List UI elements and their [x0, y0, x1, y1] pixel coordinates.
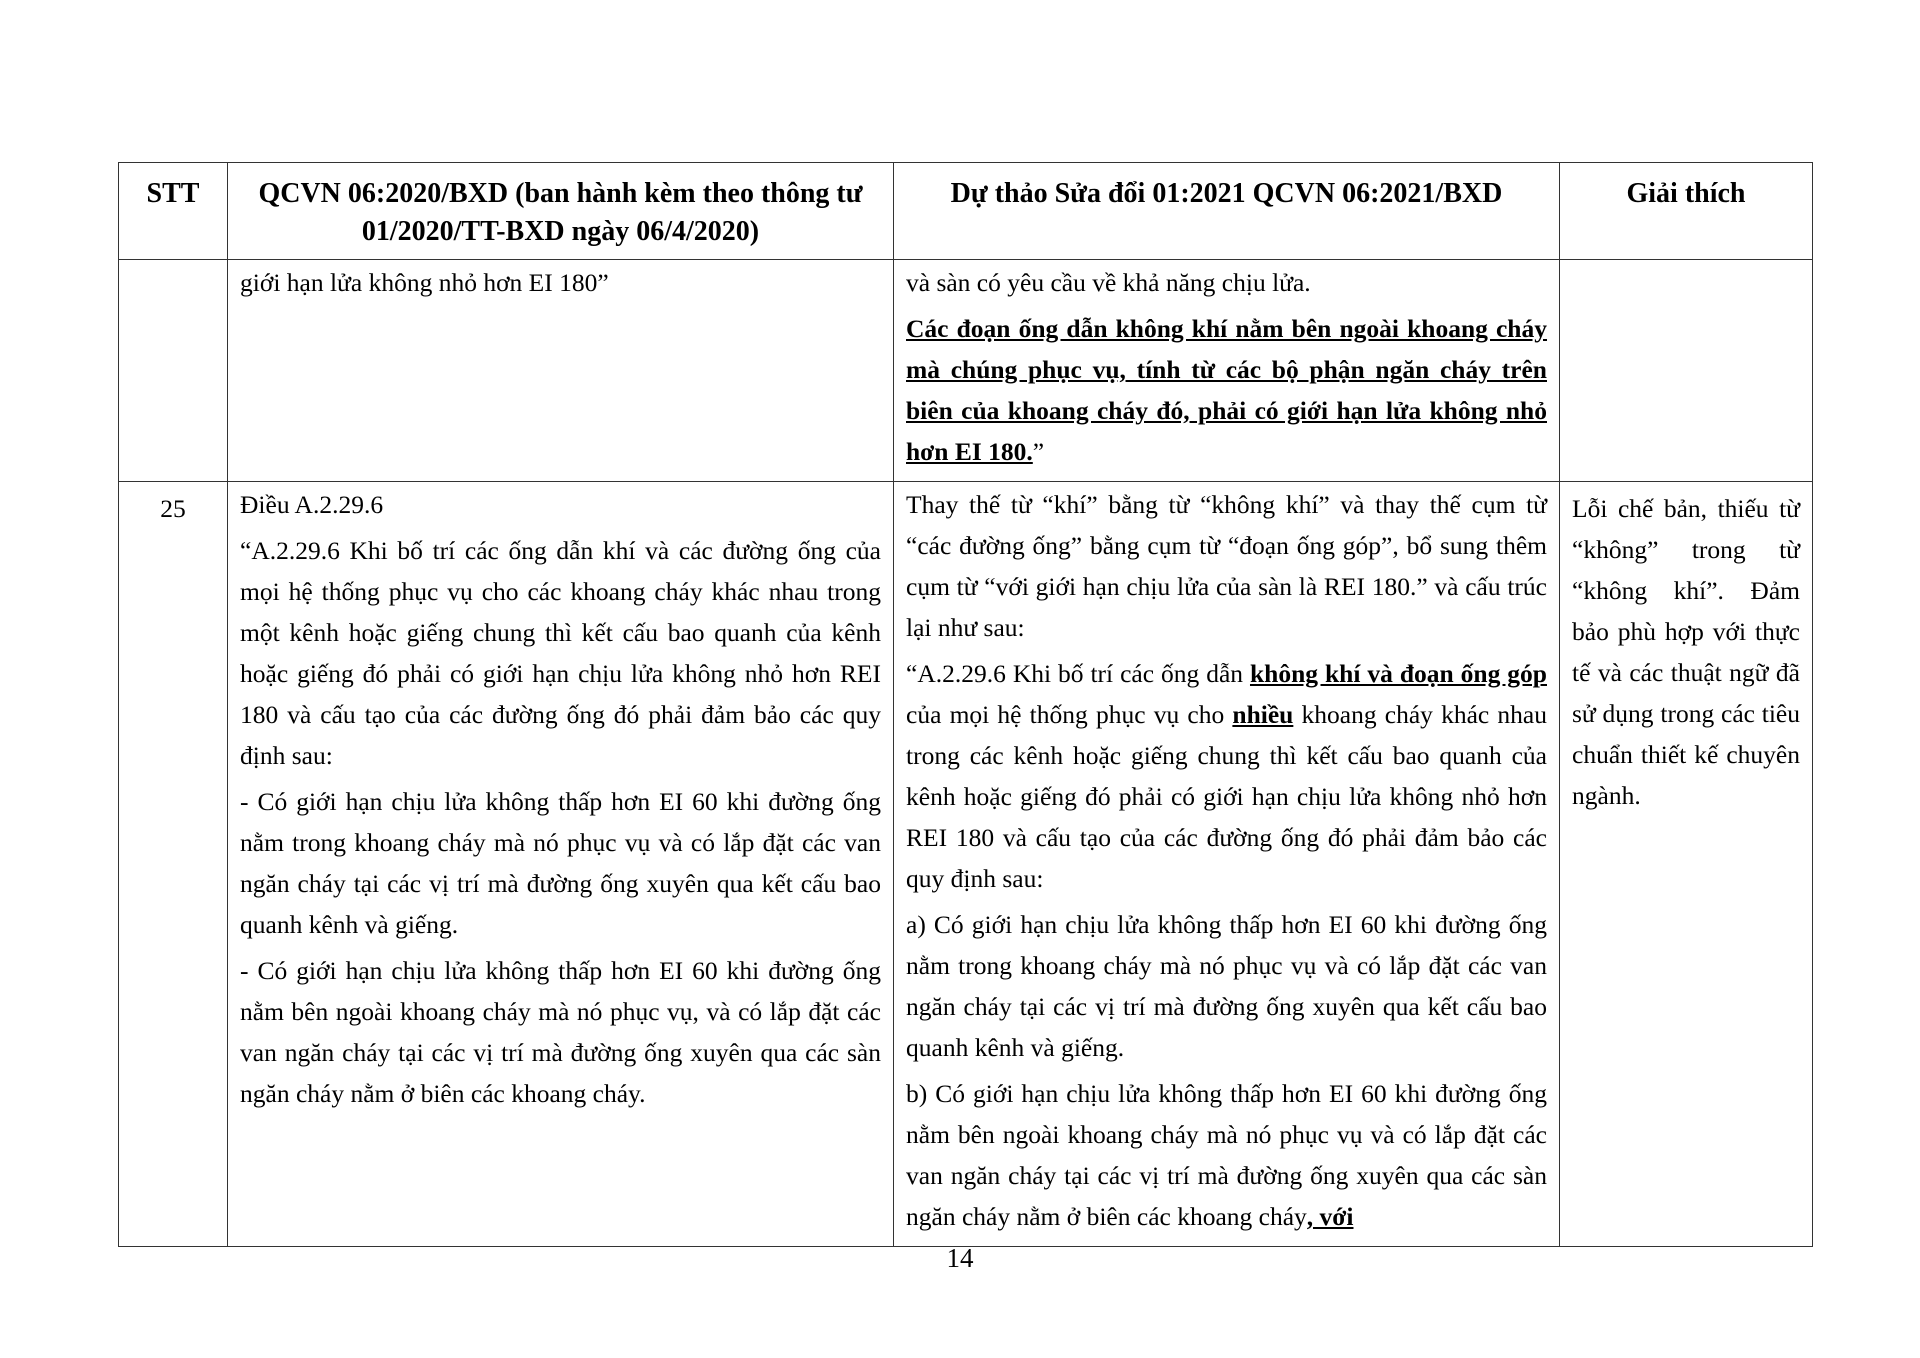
cell-stt [119, 482, 228, 1247]
comparison-table [118, 162, 1813, 1247]
new-item-b [906, 1073, 1547, 1237]
explanation-text: Lỗi chế bản, thiếu từ “không” trong từ “không khí”. Đảm bảo phù hợp với thực tế và các thuật ngữ đã sử dụng trong các tiêu chuẩn thiết kế chuyên ngành. [1572, 494, 1800, 810]
cell-stt-empty [119, 260, 228, 482]
new-text-paragraph [906, 308, 1547, 472]
amended-text: , với [1306, 1202, 1354, 1231]
header-qcvn-2020: QCVN 06:2020/BXD (ban hành kèm theo thông tư 01/2020/TT-BXD ngày 06/4/2020) [228, 163, 894, 260]
new-intro: Thay thế từ “khí” bằng từ “không khí” và thay thế cụm từ “các đường ống” bằng cụm từ “đoạn ống góp”, bổ sung thêm cụm từ “với giới hạn chịu lửa của sàn là REI 180.” và cấu trúc lại như sau: [906, 490, 1547, 642]
old-paragraph: - Có giới hạn chịu lửa không thấp hơn EI 60 khi đường ống nằm trong khoang cháy mà nó phục vụ và có lắp đặt các van ngăn cháy tại các vị trí mà đường ống xuyên qua kết cấu bao quanh kênh và giếng. [240, 787, 881, 939]
old-paragraph: “A.2.29.6 Khi bố trí các ống dẫn khí và các đường ống của mọi hệ thống phục vụ cho các khoang cháy khác nhau trong một kênh hoặc giếng chung thì kết cấu bao quanh của kênh hoặc giếng đó phải có giới hạn chịu lửa không nhỏ hơn REI 180 và cấu tạo của các đường ống đó phải đảm bảo các quy định sau: [240, 536, 881, 770]
cell-new-text [894, 482, 1560, 1247]
text-part: khoang cháy khác nhau trong các kênh hoặc giếng chung thì kết cấu bao quanh của kênh hoặc giếng đó phải có giới hạn chịu lửa không nhỏ hơn REI 180 và cấu tạo của các đường ống đó phải đảm bảo các quy định sau: [906, 700, 1547, 893]
article-title: Điều A.2.29.6 [240, 490, 384, 519]
new-item-a: a) Có giới hạn chịu lửa không thấp hơn EI 60 khi đường ống nằm trong khoang cháy mà nó phục vụ và có lắp đặt các van ngăn cháy tại các vị trí mà đường ống xuyên qua kết cấu bao quanh kênh và giếng. [906, 910, 1547, 1062]
table-header-row [119, 163, 1813, 260]
amended-text: Các đoạn ống dẫn không khí nằm bên ngoài khoang cháy mà chúng phục vụ, tính từ các bộ phận ngăn cháy trên biên của khoang cháy đó, phải có giới hạn lửa không nhỏ hơn EI 180. [906, 314, 1547, 466]
row-number: 25 [160, 494, 186, 523]
old-text-continuation: giới hạn lửa không nhỏ hơn EI 180” [240, 268, 609, 297]
header-stt: STT [119, 163, 228, 260]
cell-old-text [228, 482, 894, 1247]
text-part: b) Có giới hạn chịu lửa không thấp hơn EI 60 khi đường ống nằm bên ngoài khoang cháy mà nó phục vụ và có lắp đặt các van ngăn cháy tại các vị trí mà đường ống xuyên qua các sàn ngăn cháy nằm ở biên các khoang cháy [906, 1079, 1547, 1231]
new-main-paragraph [906, 653, 1547, 899]
cell-new-text [894, 260, 1560, 482]
amended-text: không khí và đoạn ống góp [1249, 659, 1547, 688]
table-row [119, 482, 1813, 1247]
table-row [119, 260, 1813, 482]
header-draft-2021: Dự thảo Sửa đổi 01:2021 QCVN 06:2021/BXD [894, 163, 1560, 260]
header-explanation: Giải thích [1560, 163, 1813, 260]
new-text-continuation: và sàn có yêu cầu về khả năng chịu lửa. [906, 268, 1311, 297]
old-paragraph: - Có giới hạn chịu lửa không thấp hơn EI 60 khi đường ống nằm bên ngoài khoang cháy mà nó phục vụ, và có lắp đặt các van ngăn cháy tại các vị trí mà đường ống xuyên qua các sàn ngăn cháy nằm ở biên các khoang cháy. [240, 956, 881, 1108]
amended-text: nhiều [1232, 700, 1294, 729]
text-part: của mọi hệ thống phục vụ cho [906, 700, 1233, 729]
cell-explanation [1560, 482, 1813, 1247]
text-part: “A.2.29.6 Khi bố trí các ống dẫn [906, 659, 1250, 688]
cell-old-text [228, 260, 894, 482]
closing-quote: ” [1032, 437, 1045, 466]
cell-explain-empty [1560, 260, 1813, 482]
page-number: 14 [946, 1243, 974, 1273]
